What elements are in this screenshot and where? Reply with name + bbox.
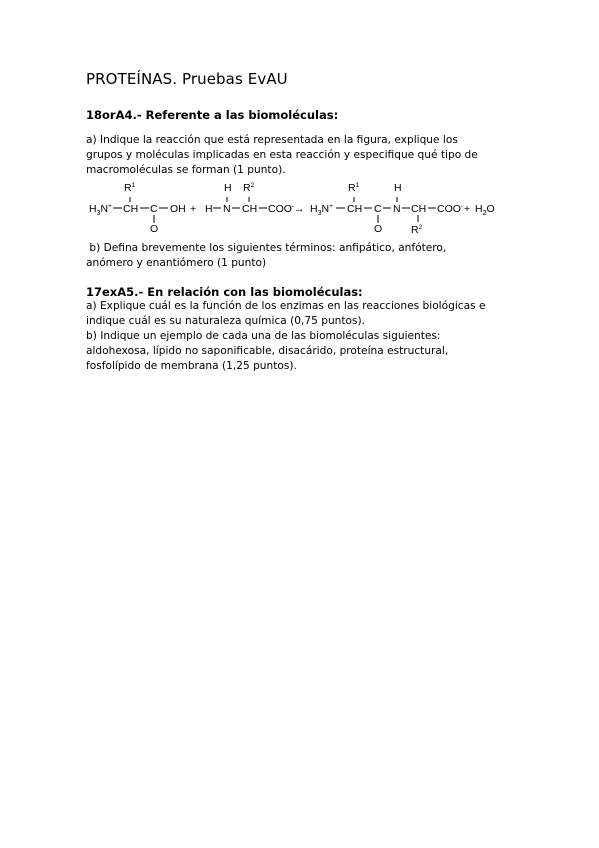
o-label: O — [150, 223, 159, 235]
ch-label: CH — [123, 203, 139, 215]
text-line: anómero y enantiómero (1 punto) — [86, 257, 267, 269]
plus-sign: + — [464, 203, 471, 215]
text-line: grupos y moléculas implicadas en esta reacción y especifique qué tipo de — [86, 149, 478, 161]
coo-label: COO- — [268, 203, 295, 215]
text-line: fosfolípido de membrana (1,25 puntos). — [86, 360, 297, 372]
r2-label: $R^2$ — [411, 224, 423, 236]
n-label: N — [393, 203, 401, 215]
c-label: C — [150, 203, 158, 215]
r1-label: $R^1$ — [124, 182, 136, 194]
n-label: N — [223, 203, 231, 215]
h3n-label: $H_3N^+$ — [310, 203, 333, 217]
plus-sign: + — [190, 203, 197, 215]
text-line: b) Defina brevemente los siguientes términos: anfipático, anfótero, — [86, 242, 447, 254]
c-label: C — [374, 203, 382, 215]
peptide-bond-reaction-figure — [86, 178, 506, 240]
question-1-part-a — [86, 133, 516, 178]
r1-label: $R^1$ — [348, 182, 360, 194]
h-label: H — [224, 182, 232, 194]
text-line: a) Indique la reacción que está representada en la figura, explique los — [86, 134, 458, 146]
question-2-body — [86, 299, 516, 374]
ch-label: CH — [411, 203, 427, 215]
ch-label: CH — [347, 203, 363, 215]
reaction-arrow: → — [294, 203, 305, 215]
h3n-label: $H_3N^+$ — [89, 203, 112, 217]
text-line: indique cuál es su naturaleza química (0,75 puntos). — [86, 315, 366, 327]
o-label: O — [374, 223, 383, 235]
text-line: aldohexosa, lípido no saponificable, disacárido, proteína estructural, — [86, 345, 449, 357]
text-line: macromoléculas se forman (1 punto). — [86, 164, 286, 176]
oh-label: OH — [170, 203, 186, 215]
water-label: $H_2O$ — [475, 203, 495, 217]
document-title: PROTEÍNAS. Pruebas EvAU — [86, 70, 288, 88]
text-line: b) Indique un ejemplo de cada una de las biomoléculas siguientes: — [86, 330, 441, 342]
h-label: H — [205, 203, 213, 215]
question-1-part-b — [86, 241, 516, 271]
r2-label: $R^2$ — [243, 182, 255, 194]
question-1-heading: 18orA4.- Referente a las biomoléculas: — [86, 108, 339, 122]
ch-label: CH — [242, 203, 258, 215]
question-2-heading: 17exA5.- En relación con las biomoléculas: — [86, 285, 363, 299]
text-line: a) Explique cuál es la función de los enzimas en las reacciones biológicas e — [86, 300, 486, 312]
coo-label: COO- — [437, 203, 464, 215]
h-label: H — [394, 182, 402, 194]
